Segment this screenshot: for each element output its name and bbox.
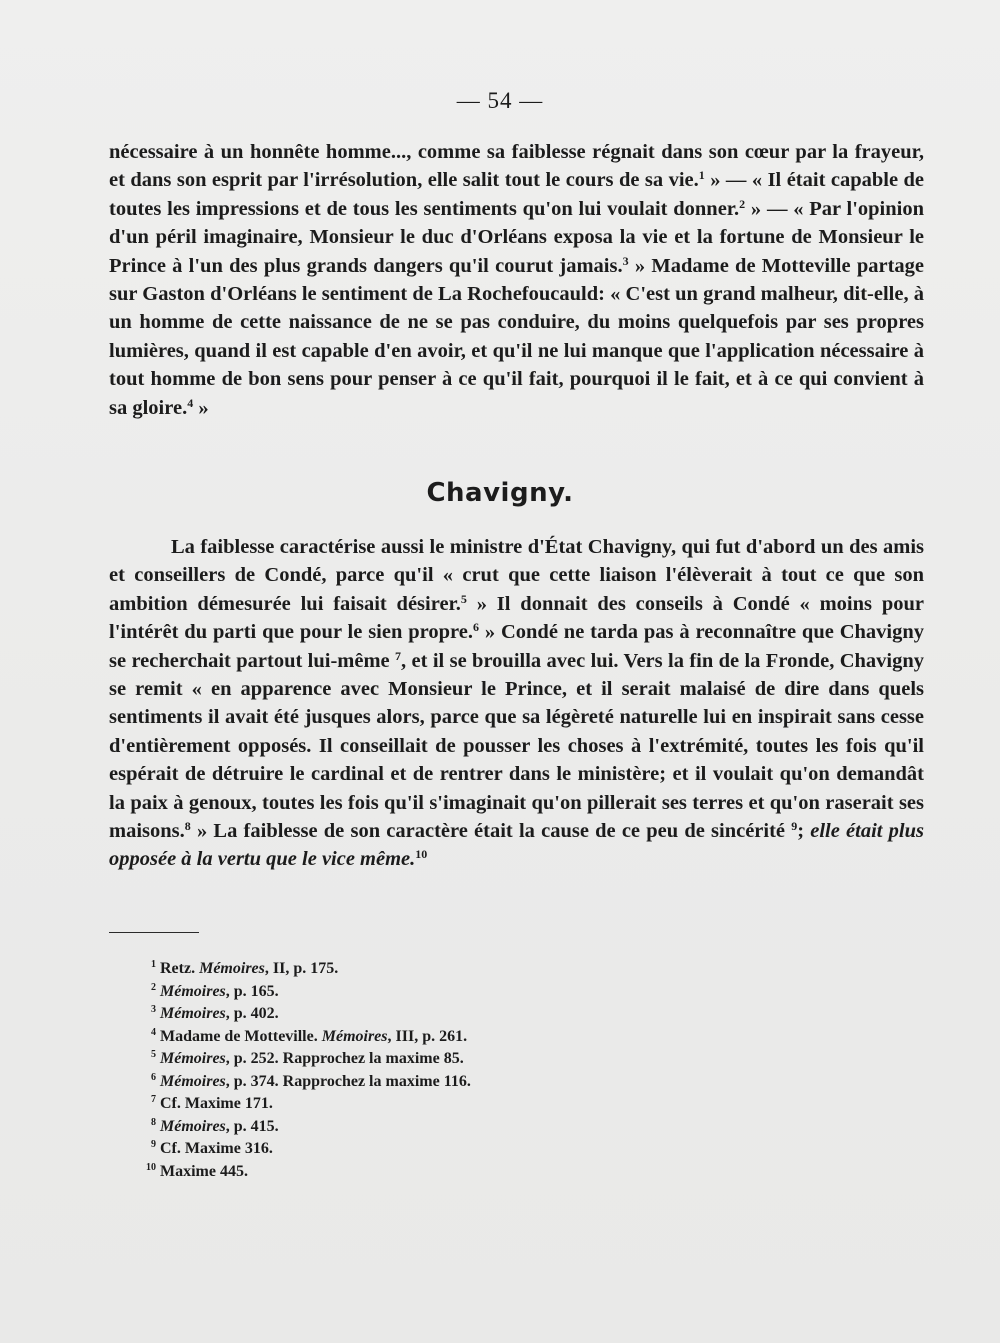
footnote-divider [109,932,199,933]
paragraph-text: » Il donnait des conseils à Condé « moins pour l'intérêt du parti que pour le sien propre. [109,592,924,644]
footnote-ref: 9 [791,819,798,834]
footnote-mark: 4 [151,1026,156,1038]
footnote-mark: 7 [151,1094,156,1105]
footnote-item [151,1071,760,1094]
footnote-ref: 2 [739,196,746,211]
paragraph-text: , et il se brouilla avec lui. Vers la fin de la Fronde, Chavigny se remit « en apparence avec Monsieur le Prince, et il serait malaisé de dire dans quels sentiments il avait été jusques alors, parce que sa légèreté naturelle lui en inspirait sans cesse d'entièrement opposés. Il conseillait de pousser les choses à l'extrémité, toutes les fois qu'il espérait de détruire le cardinal et de rentrer dans le ministère; et il voulait qu'on demandât la paix à genoux, toutes les fois qu'il s'imaginait qu'on pillerait ses terres et qu'on raserait ses maisons. [109,649,925,843]
footnote-item [151,981,760,1004]
paragraph-chavigny [109,533,924,874]
footnote-ref: 1 [698,168,705,183]
paragraph-text: » — « Il était capable de toutes les impressions et de tous les sentiments qu'on lui voulait donner. [109,169,924,220]
paragraph-motteville [109,138,924,422]
footnote-ref: 4 [187,395,194,410]
footnote-work-title: Mémoires [160,1005,226,1022]
footnote-text: , III, p. 261. [387,1027,468,1045]
paragraph-text: » Madame de Motteville partage sur Gaston d'Orléans le sentiment de La Rochefoucauld: « C'est un grand malheur, dit-elle, à un homme de cette naissance de ne se pas conduire, du moins quelquefois par ses propres lumières, quand il est capable d'en avoir, et qu'il ne lui manque que l'application nécessaire à tout homme de bon sens pour penser à ce qu'il fait, pourquoi il le fait, et à ce qui convient à sa gloire. [109,254,925,419]
footnote-ref: 10 [415,847,428,862]
footnote-ref: 6 [472,620,479,635]
footnote-item [151,958,760,981]
footnote-item [151,1026,760,1049]
footnote-text: , p. 252. Rapprochez la maxime 85. [225,1050,464,1067]
maxim-quote: elle était plus opposée à la vertu que le vice même. [109,820,924,871]
paragraph-text: La faiblesse caractérise aussi le ministre d'État Chavigny, qui fut d'abord un des amis et conseillers de Condé, parce qu'il « crut que cette liaison l'élèverait à tout ce que son ambition démesurée lui faisait désirer. [109,536,924,615]
footnote-ref: 7 [395,648,402,663]
paragraph-text: » [198,396,209,419]
footnote-mark: 10 [146,1161,156,1173]
footnote-item [146,1161,760,1184]
paragraph-text: » — « Par l'opinion d'un péril imaginaire, Monsieur le duc d'Orléans exposa la vie et la fortune de Monsieur le Prince à l'un des plus grands dangers qu'il courut jamais. [109,197,924,277]
section-heading: Chavigny. [426,478,574,508]
footnote-ref: 3 [622,253,629,268]
footnote-text: , p. 165. [225,982,279,1000]
footnote-text: Cf. Maxime 316. [160,1140,273,1157]
footnote-mark: 3 [151,1004,156,1015]
footnote-ref: 8 [184,819,191,834]
footnotes-list [146,958,760,1183]
footnote-text: Maxime 445. [160,1162,248,1180]
footnote-text: , p. 402. [225,1005,279,1022]
footnote-text: Madame de Motteville. [160,1027,322,1045]
footnote-work-title: Mémoires [160,1117,226,1135]
footnote-mark: 6 [151,1071,156,1083]
footnote-work-title: Mémoires [199,960,265,977]
paragraph-text: » La faiblesse de son caractère était la cause de ce peu de sincérité [196,820,786,843]
paragraph-text: nécessaire à un honnête homme..., comme sa faiblesse régnait dans son cœur par la frayeur, et dans son esprit par l'irrésolution, elle salit tout le cours de sa vie. [109,141,924,192]
footnote-text: , p. 374. Rapprochez la maxime 116. [225,1072,471,1090]
footnote-item [151,1093,760,1116]
footnote-item [151,1138,760,1161]
footnote-mark: 5 [151,1049,156,1060]
footnote-mark: 1 [151,959,156,970]
footnote-mark: 2 [151,981,156,993]
footnote-item [151,1003,760,1026]
footnote-work-title: Mémoires [321,1027,388,1045]
paragraph-text: » Condé ne tarda pas à reconnaître que Chavigny se recherchait partout lui-même [109,621,924,672]
footnote-text: , p. 415. [225,1117,279,1135]
footnote-work-title: Mémoires [160,982,226,1000]
footnote-text: Retz. [160,960,200,977]
footnote-ref: 5 [460,591,467,606]
footnote-mark: 8 [151,1116,156,1128]
footnote-item [151,1048,760,1071]
footnote-work-title: Mémoires [160,1050,226,1067]
footnote-item [151,1116,760,1139]
page-number: — 54 — [456,88,544,113]
footnote-mark: 9 [151,1139,156,1150]
footnote-text: , II, p. 175. [264,960,339,977]
paragraph-text: ; [797,820,811,843]
footnote-work-title: Mémoires [160,1072,226,1090]
footnote-text: Cf. Maxime 171. [160,1095,273,1112]
